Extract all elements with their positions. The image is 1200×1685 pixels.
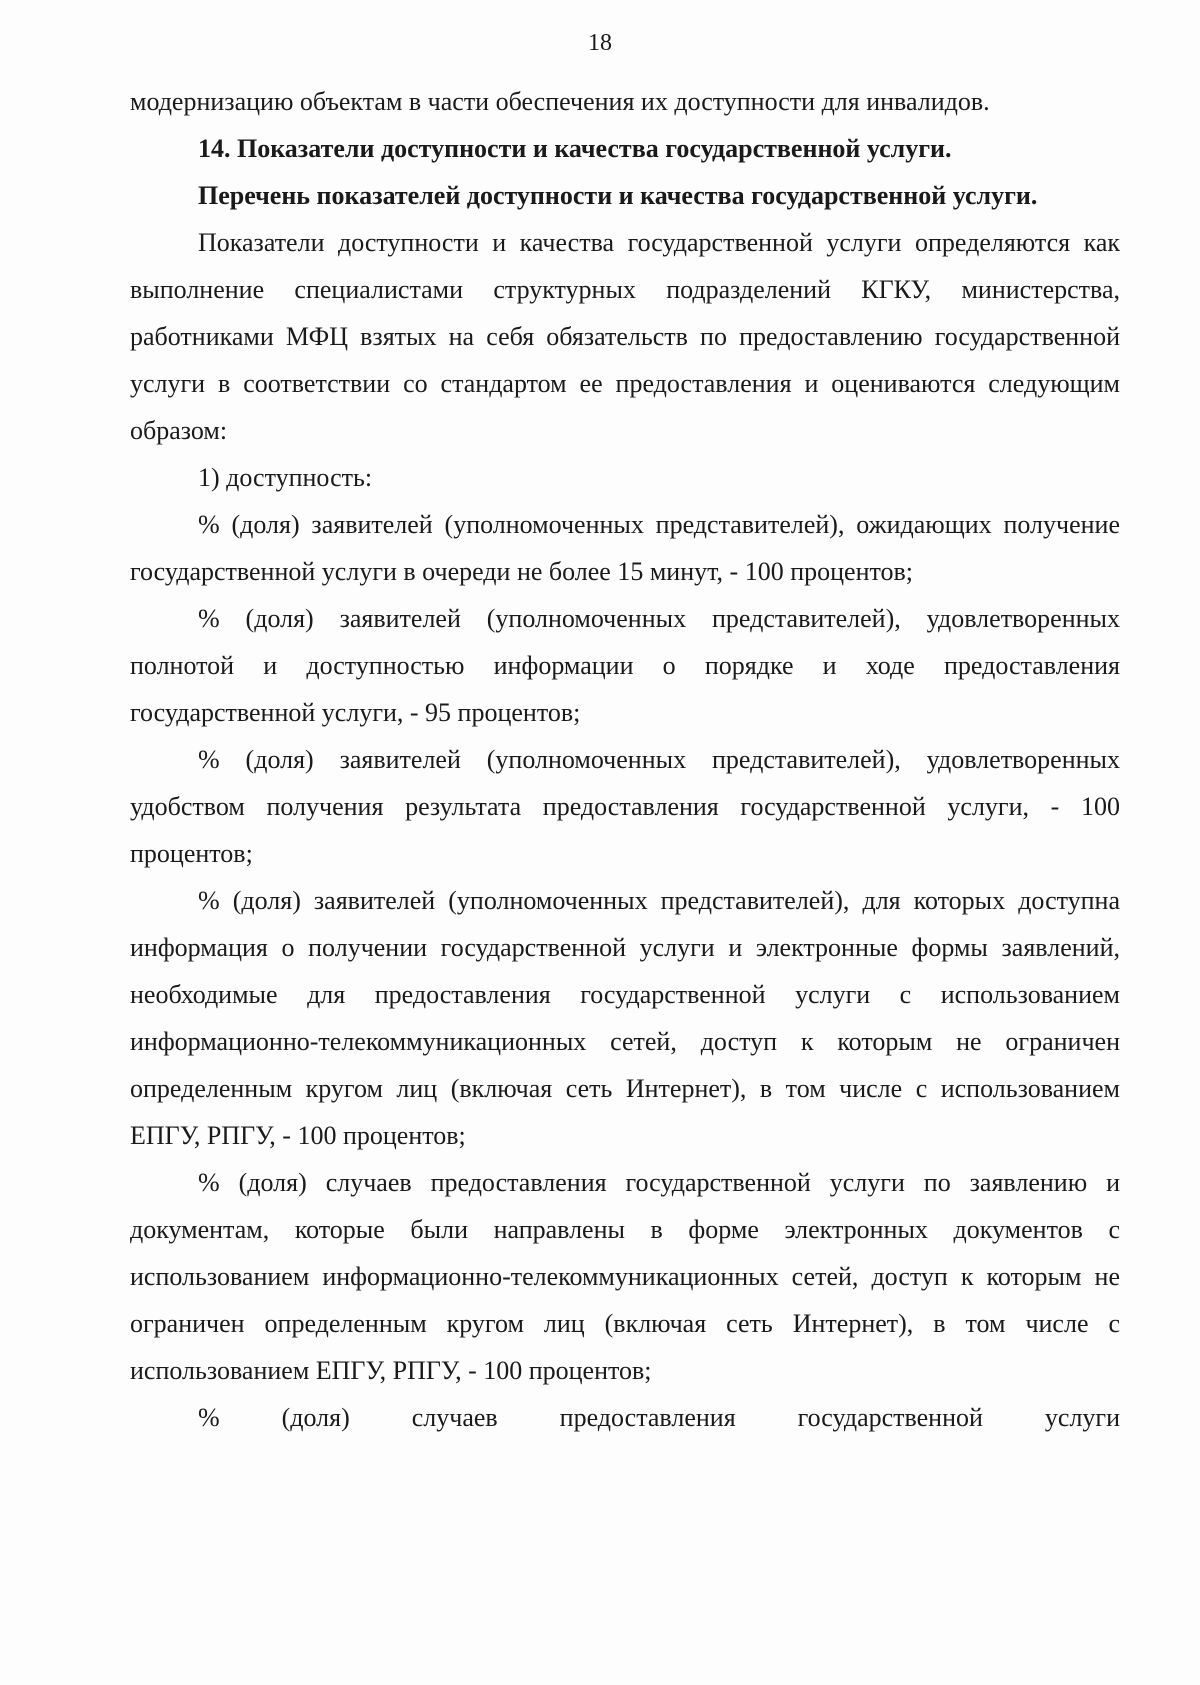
paragraph-result-convenience: % (доля) заявителей (уполномоченных представителей), удовлетворенных удобством получения результата предоставления государственной услуги, - 100 процентов; [130,745,1120,868]
paragraph-info-completeness: % (доля) заявителей (уполномоченных представителей), удовлетворенных полнотой и доступностью информации о порядке и ходе предоставления государственной услуги, - 95 процентов; [130,604,1120,727]
list-item-accessibility: 1) доступность: [198,463,373,492]
paragraph-electronic-forms: % (доля) заявителей (уполномоченных представителей), для которых доступна информация о получении государственной услуги и электронные формы заявлений, необходимые для предоставления государственной услуги с использованием информационно-телекоммуникационных сетей, доступ к которым не ограничен определенным кругом лиц (включая сеть Интернет), в том числе с использованием ЕПГУ, РПГУ, - 100 процентов; [130,886,1120,1150]
paragraph-electronic-applications: % (доля) случаев предоставления государственной услуги по заявлению и документам, которые были направлены в форме электронных документов с использованием информационно-телекоммуникационных сетей, доступ к которым не ограничен определенным кругом лиц (включая сеть Интернет), в том числе с использованием ЕПГУ, РПГУ, - 100 процентов; [130,1168,1120,1385]
paragraph-continuation: модернизацию объектам в части обеспечения их доступности для инвалидов. [130,87,990,116]
paragraph-indicators-intro: Показатели доступности и качества государственной услуги определяются как выполнение специалистами структурных подразделений КГКУ, министерства, работниками МФЦ взятых на себя обязательств по предоставлению государственной услуги в соответствии со стандартом ее предоставления и оцениваются следующим образом: [130,228,1120,445]
subsection-heading: Перечень показателей доступности и качества государственной услуги. [198,181,1038,210]
document-body [130,78,1120,1441]
paragraph-queue-wait: % (доля) заявителей (уполномоченных представителей), ожидающих получение государственной услуги в очереди не более 15 минут, - 100 процентов; [130,510,1120,586]
page-number: 18 [588,30,612,56]
paragraph-service-cases: % (доля) случаев предоставления государственной услуги [198,1403,1120,1432]
section-heading: 14. Показатели доступности и качества государственной услуги. [198,134,952,163]
